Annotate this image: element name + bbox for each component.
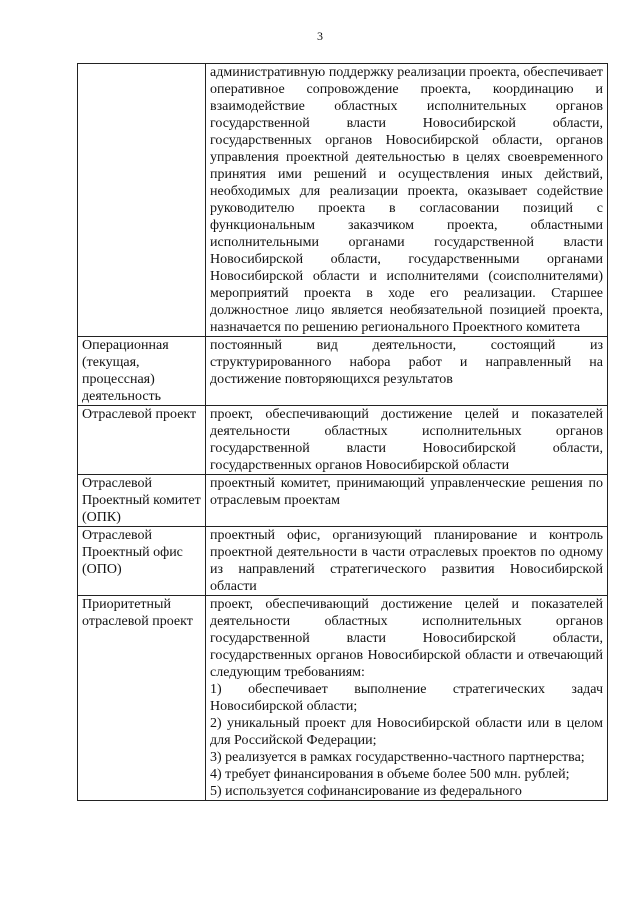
- term-cell: Операционная (текущая, процессная) деятельность: [78, 337, 206, 406]
- definition-cell: административную поддержку реализации проекта, обеспечивает оперативное сопровождение проекта, координацию и взаимодействие областных исполнительных органов государственной власти Новосибирской области, государственных органов Новосибирской области, органов управления проектной деятельностью в целях своевременного принятия ими решений и осуществления иных действий, необходимых для реализации проекта, оказывает содействие руководителю проекта в согласовании позиций с функциональным заказчиком проекта, областными исполнительными органами государственной власти Новосибирской области, государственными органами Новосибирской области и исполнителями (соисполнителями) мероприятий проекта в ходе его реализации. Старшее должностное лицо является необязательной позицией проекта, назначается по решению регионального Проектного комитета: [206, 64, 608, 337]
- table-row: [78, 406, 608, 475]
- term-cell: Отраслевой проект: [78, 406, 206, 475]
- table-row: [78, 475, 608, 527]
- definition-cell: [206, 596, 608, 801]
- definition-cell: постоянный вид деятельности, состоящий из структурированного набора работ и направленный на достижение повторяющихся результатов: [206, 337, 608, 406]
- definition-cell: проектный офис, организующий планирование и контроль проектной деятельности в части отраслевых проектов по одному из направлений стратегического развития Новосибирской области: [206, 527, 608, 596]
- table-row: [78, 64, 608, 337]
- requirement-item: 4) требует финансирования в объеме более 500 млн. рублей;: [210, 767, 570, 782]
- table-row: [78, 337, 608, 406]
- requirement-item: 5) используется софинансирование из федерального: [210, 784, 522, 799]
- requirement-item: 1) обеспечивает выполнение стратегических задач Новосибирской области;: [210, 682, 603, 714]
- definition-cell: проектный комитет, принимающий управленческие решения по отраслевым проектам: [206, 475, 608, 527]
- term-cell: Отраслевой Проектный комитет (ОПК): [78, 475, 206, 527]
- terms-table: [77, 63, 608, 801]
- table-row: [78, 527, 608, 596]
- requirement-item: 3) реализуется в рамках государственно-частного партнерства;: [210, 750, 585, 765]
- definition-intro: проект, обеспечивающий достижение целей и показателей деятельности областных исполнительных органов государственной власти Новосибирской области, государственных органов Новосибирской области и отвечающий следующим требованиям:: [210, 597, 603, 680]
- term-cell: [78, 64, 206, 337]
- page-number: 3: [317, 29, 323, 43]
- term-cell: Приоритетный отраслевой проект: [78, 596, 206, 801]
- requirement-item: 2) уникальный проект для Новосибирской области или в целом для Российской Федерации;: [210, 716, 603, 748]
- term-cell: Отраслевой Проектный офис (ОПО): [78, 527, 206, 596]
- definition-cell: проект, обеспечивающий достижение целей и показателей деятельности областных исполнительных органов государственной власти Новосибирской области, государственных органов Новосибирской области: [206, 406, 608, 475]
- table-row: [78, 596, 608, 801]
